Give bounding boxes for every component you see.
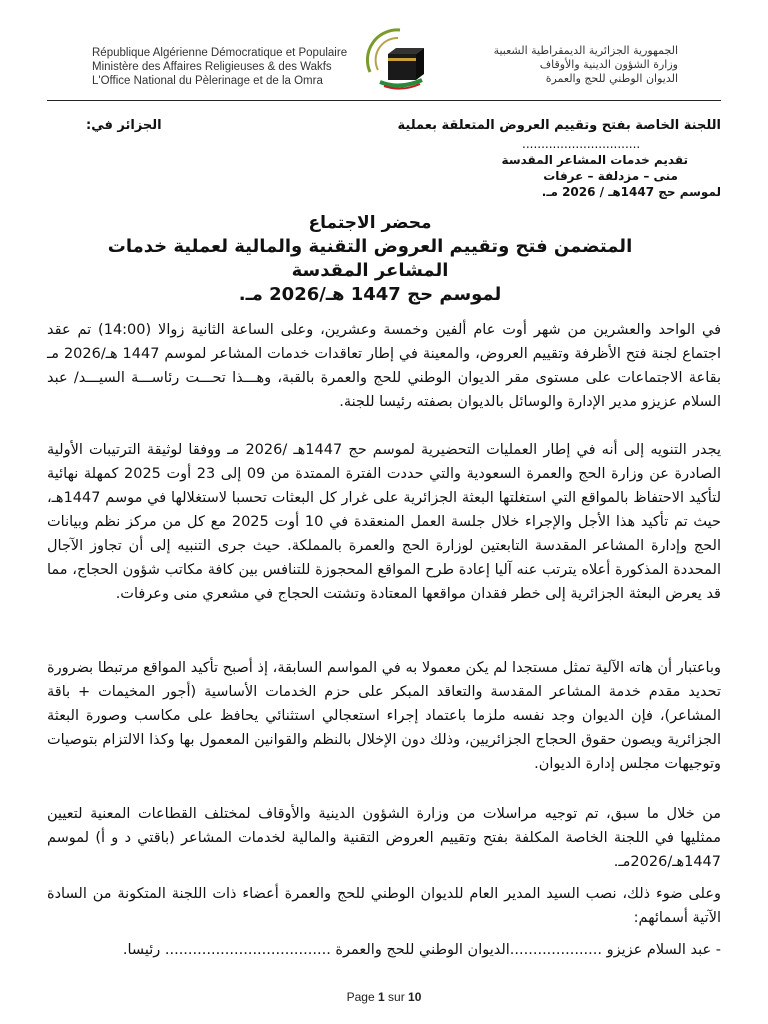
minutes-subtitle-2: المشاعر المقدسة	[291, 260, 449, 281]
letterhead-french	[92, 46, 382, 88]
ar-office: الديوان الوطني للحج والعمرة	[545, 72, 678, 85]
fr-republic: République Algérienne Démocratique et Populaire	[92, 47, 348, 59]
ar-ministry: وزارة الشؤون الدينية والأوقاف	[539, 58, 678, 71]
services-heading: تقديم خدمات المشاعر المقدسة	[501, 153, 688, 167]
paragraph-opening: في الواحد والعشرين من شهر أوت عام ألفين وخمسة وعشرين، وعلى الساعة الثانية زوالا (14:00) تم عقد اجتماع لجنة فتح الأظرفة وتقييم العروض، والمعينة في إطار تعاقدات خدمات المشاعر لموسم 1447 هـ/2026 مـ بقاعة الاجتماعات على مستوى مقر الديوان الوطني للحج والعمرة بالقبة، وهـــذا تحـــت رئاســـة السيـــد/ عبد السلام عزيزو مدير الإدارة والوسائل بالديوان بصفته رئيسا للجنة.	[47, 322, 722, 410]
fr-office: L'Office National du Pèlerinage et de la Omra	[92, 75, 323, 87]
minutes-title: محضر الاجتماع	[308, 213, 432, 233]
letterhead	[0, 18, 768, 98]
page-word: Page	[346, 990, 375, 1004]
page-number: 1	[377, 990, 385, 1004]
season-heading: لموسم حج 1447هـ / 2026 مـ.	[541, 185, 721, 199]
dotted-line: ...............................	[522, 137, 641, 151]
letterhead-arabic	[458, 44, 678, 86]
page-footer	[0, 990, 768, 1004]
fr-ministry: Ministère des Affaires Religieuses & des Wakfs	[92, 61, 332, 73]
minutes-season: لموسم حج 1447 هـ/2026 مـ.	[238, 284, 502, 305]
paragraph-correspondence: من خلال ما سبق، تم توجيه مراسلات من وزارة الشؤون الدينية والأوقاف لمختلف القطاعات المعنية لتعيين ممثليها في اللجنة الخاصة المكلفة بفتح وتقييم العروض التقنية والمالية لخدمات المشاعر (باقتي د و أ) لموسم 1447هـ/2026مـ.	[47, 806, 721, 870]
paragraph-appointment: وعلى ضوء ذلك، نصب السيد المدير العام للديوان الوطني للحج والعمرة أعضاء ذات اللجنة المتكونة من السادة الآتية أسمائهم:	[47, 886, 721, 926]
page-total: 10	[408, 990, 422, 1004]
office-logo-icon	[360, 20, 440, 100]
sites-heading: منى – مزدلفة – عرفات	[543, 169, 678, 183]
committee-heading: اللجنة الخاصة بفتح وتقييم العروض المتعلقة بعملية	[397, 118, 721, 133]
paragraph-context: يجدر التنويه إلى أنه في إطار العمليات التحضيرية لموسم حج 1447هـ /2026 مـ ووفقا لوثيقة الترتيبات الأولية الصادرة عن وزارة الحج والعمرة السعودية والتي حددت الفترة الممتدة من 09 إلى 23 أوت 2025 كمهلة نهائية لتأكيد الاحتفاظ بالمواقع التي استغلتها البعثة الجزائرية على غرار كل البعثات تحسبا لاستغلالها في موسم 1447هـ، حيث تم تأكيد هذا الأجل والإجراء خلال جلسة العمل المنعقدة في 10 أوت 2025 مع كل من مركز نظم وبيانات الحج وإدارة المشاعر المقدسة التابعتين لوزارة الحج والعمرة بالمملكة. حيث جرى التنبيه إلى أن تجاوز الآجال المحددة المذكورة أعلاه يترتب عنه آليا إعادة طرح المواقع المحجوزة للتنافس بين كافة مكاتب شؤون الحجاج، مما قد يعرض البعثة الجزائرية إلى خطر فقدان مواقعها المعتادة وتشتت الحجاج في مشعري منى وعرفات.	[47, 442, 722, 602]
paragraph-justification: وباعتبار أن هاته الآلية تمثل مستجدا لم يكن معمولا به في المواسم السابقة، إذ أصبح تأكيد المواقع مرتبطا بضرورة تحديد مقدم خدمة المشاعر المقدسة والتعاقد المبكر على حزم الخدمات الأساسية (أجور المخيمات + باقة المشاعر)، فإن الديوان وجد نفسه ملزما باعتماد إجراء استعجالي استثنائي يحافظ على مكاسب وصورة البعثة الجزائرية ويصون حقوق الحجاج الجزائريين، وذلك دون الإخلال بالنظم والقوانين المعمول بها وكذا الالتزام بتوصيات وتوجيهات مجلس إدارة الديوان.	[47, 660, 721, 772]
sur-word: sur	[388, 990, 405, 1004]
place-date-label: الجزائر في:	[86, 118, 162, 133]
ar-republic: الجمهورية الجزائرية الديمقراطية الشعبية	[493, 44, 678, 57]
header-divider	[47, 100, 721, 101]
member-list-item: - عبد السلام عزيزو ....................الديوان الوطني للحج والعمرة .................................... رئيسا.	[122, 942, 721, 958]
minutes-subtitle: المتضمن فتح وتقييم العروض التقنية والمالية لعملية خدمات	[107, 236, 633, 257]
